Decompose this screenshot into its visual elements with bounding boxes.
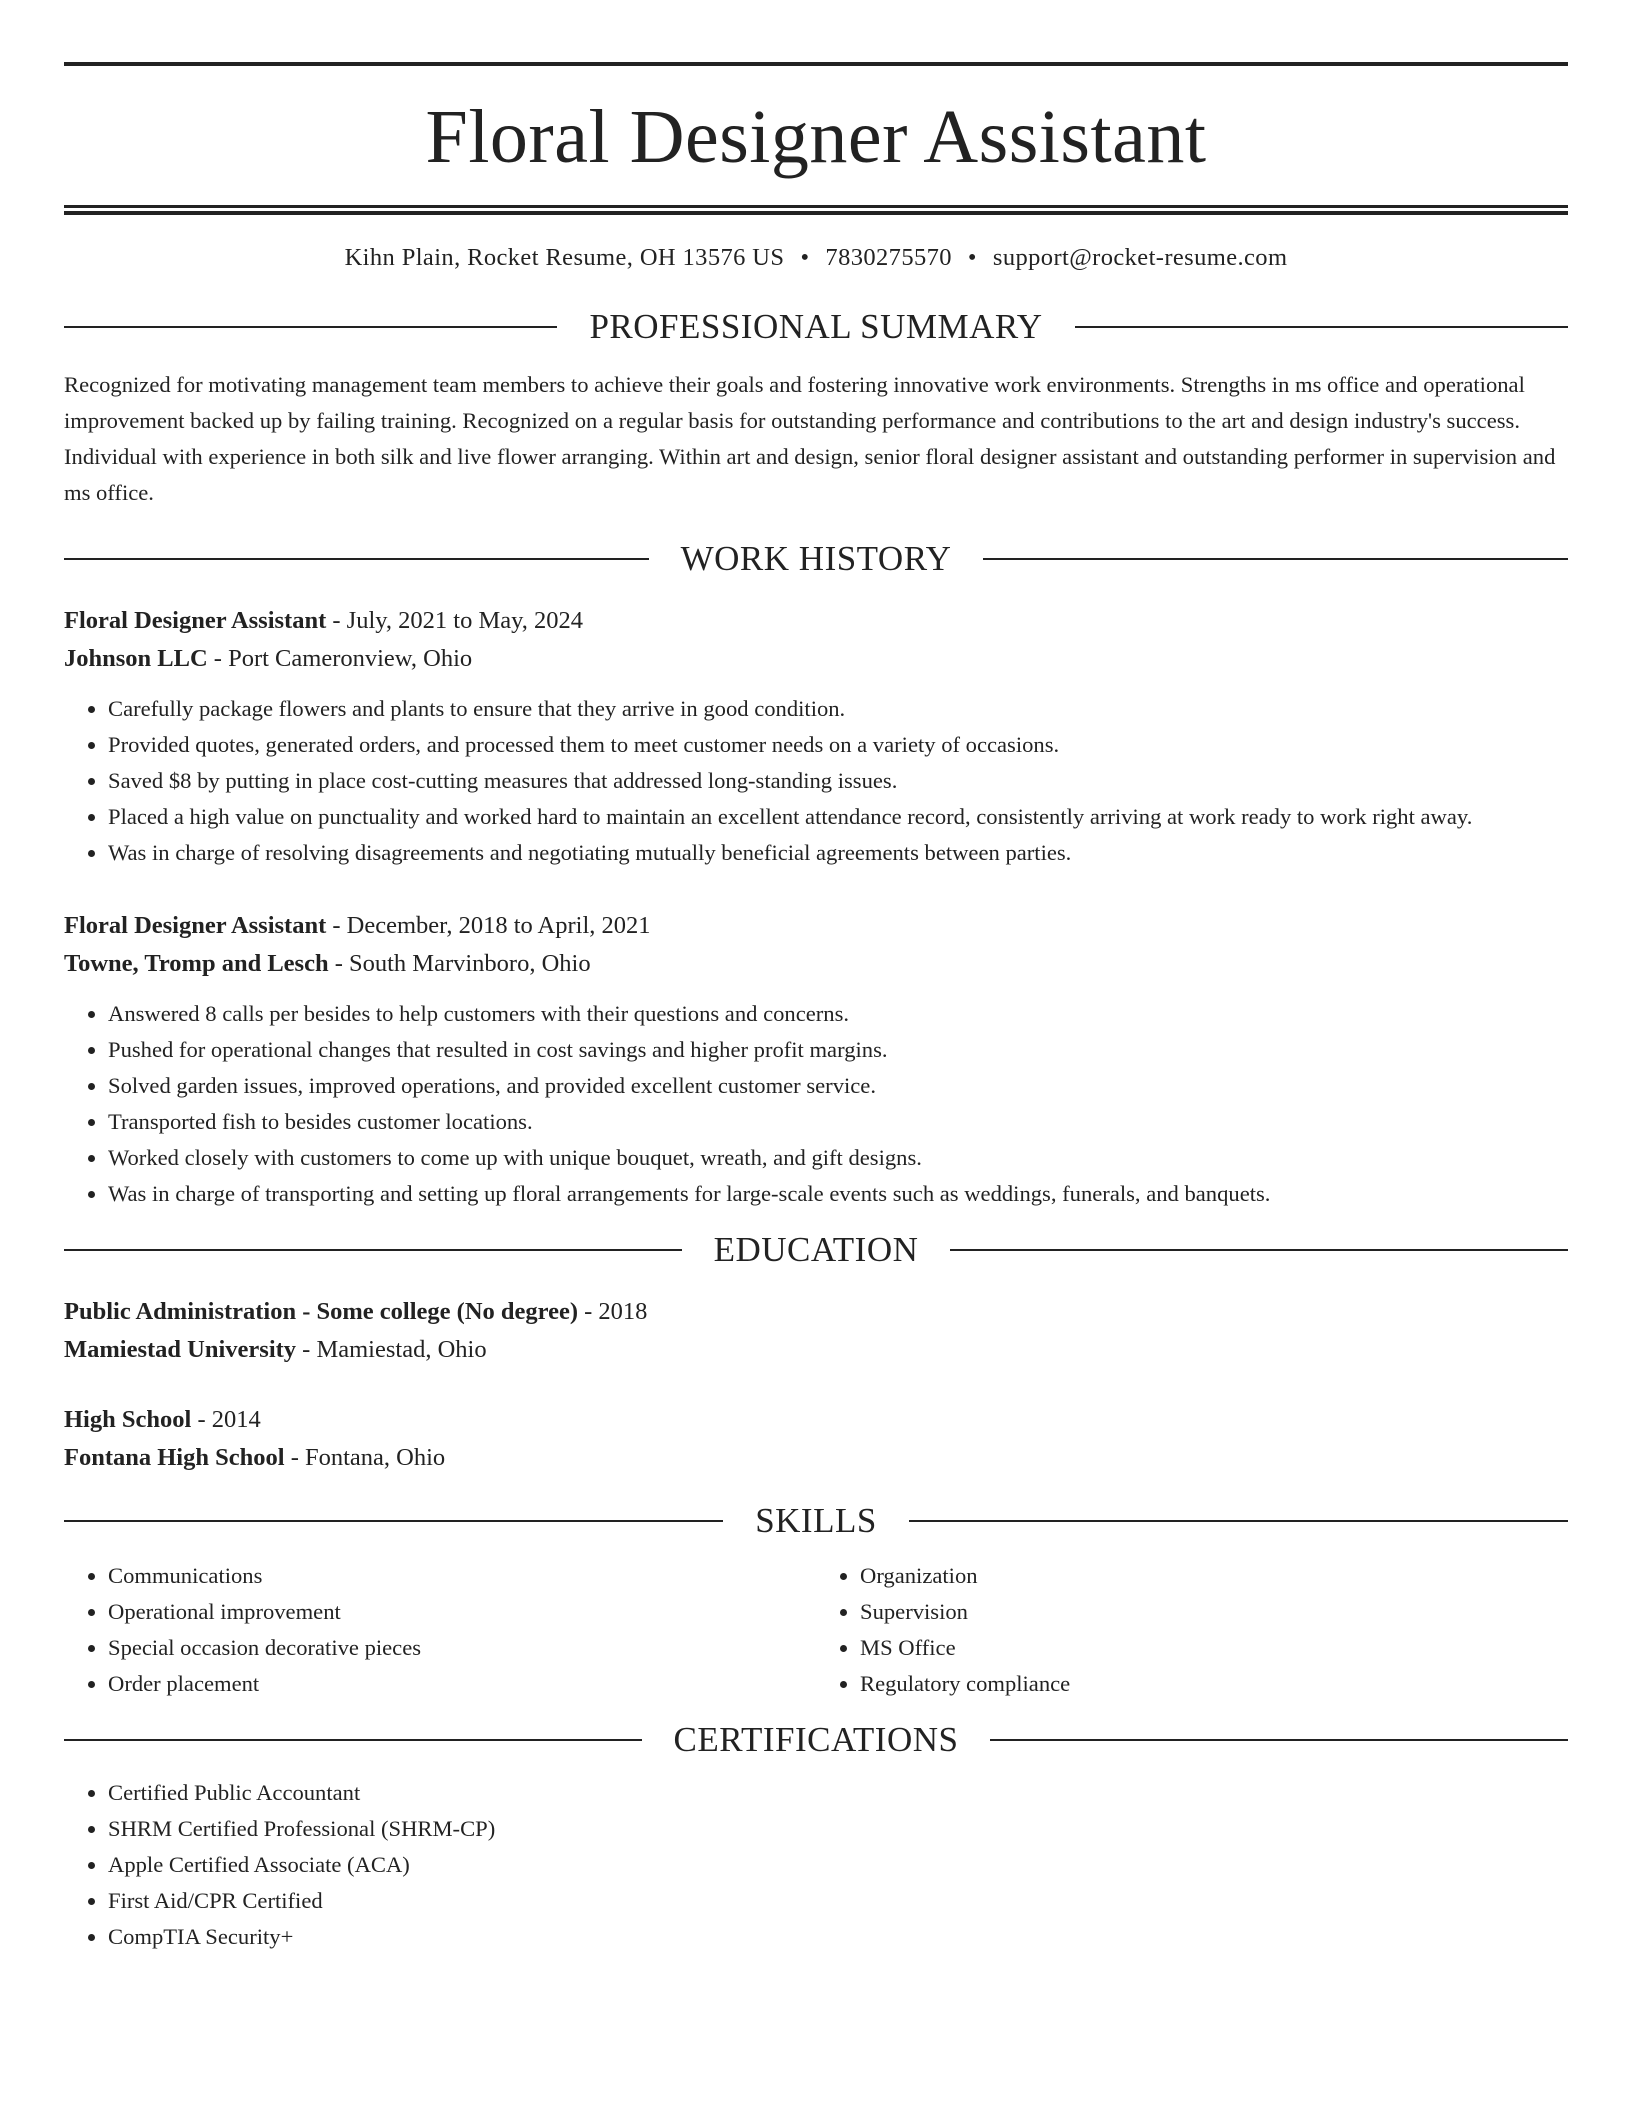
job-company: Johnson LLC xyxy=(64,645,208,673)
divider-line xyxy=(64,558,649,560)
section-title-summary: PROFESSIONAL SUMMARY xyxy=(589,307,1043,347)
education-entry xyxy=(64,1401,1568,1477)
job-company-line xyxy=(64,945,1568,983)
school-line xyxy=(64,1331,1568,1369)
list-item: • Worked closely with customers to come up with unique bouquet, wreath, and gift designs. xyxy=(108,1140,1568,1176)
list-item: • Saved $8 by putting in place cost-cutting measures that addressed long-standing issues. xyxy=(108,763,1568,799)
school: Fontana High School xyxy=(64,1444,285,1472)
divider-line xyxy=(64,1249,682,1251)
list-item: • Order placement xyxy=(108,1666,816,1702)
section-header-summary xyxy=(64,307,1568,347)
school-line xyxy=(64,1439,1568,1477)
divider-line xyxy=(990,1739,1568,1741)
contact-separator: • xyxy=(967,244,977,271)
section-header-education xyxy=(64,1230,1568,1270)
list-item: • Placed a high value on punctuality and worked hard to maintain an excellent attendance record, consistently arriving at work ready to work right away. xyxy=(108,799,1568,835)
title-double-rule xyxy=(64,205,1568,215)
job-entry xyxy=(64,907,1568,1212)
list-item: • Transported fish to besides customer locations. xyxy=(108,1104,1568,1140)
section-header-skills xyxy=(64,1501,1568,1541)
degree-line xyxy=(64,1293,1568,1331)
resume-title: Floral Designer Assistant xyxy=(425,95,1207,179)
section-title-skills: SKILLS xyxy=(755,1501,877,1541)
skills-list-left xyxy=(64,1558,816,1702)
divider-line xyxy=(64,1520,723,1522)
divider-line xyxy=(983,558,1568,560)
degree-line xyxy=(64,1401,1568,1439)
degree-year: - 2014 xyxy=(191,1406,261,1434)
list-item: • Supervision xyxy=(860,1594,1568,1630)
list-item: • CompTIA Security+ xyxy=(108,1919,1568,1955)
list-item: • SHRM Certified Professional (SHRM-CP) xyxy=(108,1811,1568,1847)
job-company: Towne, Tromp and Lesch xyxy=(64,950,329,978)
summary-text: Recognized for motivating management team members to achieve their goals and fostering innovative work environments. Strengths in ms office and operational improvement backed up by failing training. Recognized on a regular basis for outstanding performance and contributions to the art and design industry's success. Individual with experience in both silk and live flower arranging. Within art and design, senior floral designer assistant and outstanding performer in supervision and ms office. xyxy=(64,372,1556,506)
skills-list-right xyxy=(816,1558,1568,1702)
divider-line xyxy=(950,1249,1568,1251)
list-item: • MS Office xyxy=(860,1630,1568,1666)
list-item: • Pushed for operational changes that resulted in cost savings and higher profit margins. xyxy=(108,1032,1568,1068)
job-title-line xyxy=(64,602,1568,640)
list-item: • Special occasion decorative pieces xyxy=(108,1630,816,1666)
divider-line xyxy=(1075,326,1568,328)
contact-line xyxy=(64,243,1568,272)
section-header-certifications xyxy=(64,1720,1568,1760)
certifications-list xyxy=(64,1775,1568,1955)
section-title-education: EDUCATION xyxy=(713,1230,919,1270)
contact-separator: • xyxy=(800,244,810,271)
job-dates: - December, 2018 to April, 2021 xyxy=(326,912,651,940)
list-item: • First Aid/CPR Certified xyxy=(108,1883,1568,1919)
job-bullets xyxy=(64,996,1568,1212)
education-entry xyxy=(64,1293,1568,1369)
divider-line xyxy=(64,1739,642,1741)
divider-line xyxy=(64,326,557,328)
section-header-work xyxy=(64,539,1568,579)
job-title-line xyxy=(64,907,1568,945)
list-item: • Was in charge of transporting and setting up floral arrangements for large-scale events such as weddings, funerals, and banquets. xyxy=(108,1176,1568,1212)
school-location: - Fontana, Ohio xyxy=(284,1444,446,1472)
job-title: Floral Designer Assistant xyxy=(64,607,327,635)
job-title: Floral Designer Assistant xyxy=(64,912,327,940)
contact-phone: 7830275570 xyxy=(825,244,952,271)
job-location: - South Marvinboro, Ohio xyxy=(328,950,591,978)
school: Mamiestad University xyxy=(64,1336,297,1364)
skills-columns xyxy=(64,1558,1568,1702)
degree: High School xyxy=(64,1406,192,1434)
list-item: • Certified Public Accountant xyxy=(108,1775,1568,1811)
list-item: • Communications xyxy=(108,1558,816,1594)
degree: Public Administration - Some college (No degree) xyxy=(64,1298,578,1326)
job-company-line xyxy=(64,640,1568,678)
list-item: • Organization xyxy=(860,1558,1568,1594)
list-item: • Carefully package flowers and plants to ensure that they arrive in good condition. xyxy=(108,691,1568,727)
contact-address: Kihn Plain, Rocket Resume, OH 13576 US xyxy=(344,244,785,271)
top-rule xyxy=(64,62,1568,66)
job-dates: - July, 2021 to May, 2024 xyxy=(326,607,584,635)
divider-line xyxy=(909,1520,1568,1522)
list-item: • Was in charge of resolving disagreements and negotiating mutually beneficial agreements between parties. xyxy=(108,835,1568,871)
section-title-certifications: CERTIFICATIONS xyxy=(673,1720,959,1760)
list-item: • Regulatory compliance xyxy=(860,1666,1568,1702)
list-item: • Answered 8 calls per besides to help customers with their questions and concerns. xyxy=(108,996,1568,1032)
job-bullets xyxy=(64,691,1568,871)
degree-year: - 2018 xyxy=(577,1298,648,1326)
list-item: • Operational improvement xyxy=(108,1594,816,1630)
list-item: • Apple Certified Associate (ACA) xyxy=(108,1847,1568,1883)
list-item: • Provided quotes, generated orders, and processed them to meet customer needs on a variety of occasions. xyxy=(108,727,1568,763)
job-location: - Port Cameronview, Ohio xyxy=(207,645,473,673)
job-entry xyxy=(64,602,1568,871)
school-location: - Mamiestad, Ohio xyxy=(296,1336,487,1364)
contact-email[interactable]: support@rocket-resume.com xyxy=(992,244,1288,271)
list-item: • Solved garden issues, improved operations, and provided excellent customer service. xyxy=(108,1068,1568,1104)
section-title-work: WORK HISTORY xyxy=(680,539,952,579)
